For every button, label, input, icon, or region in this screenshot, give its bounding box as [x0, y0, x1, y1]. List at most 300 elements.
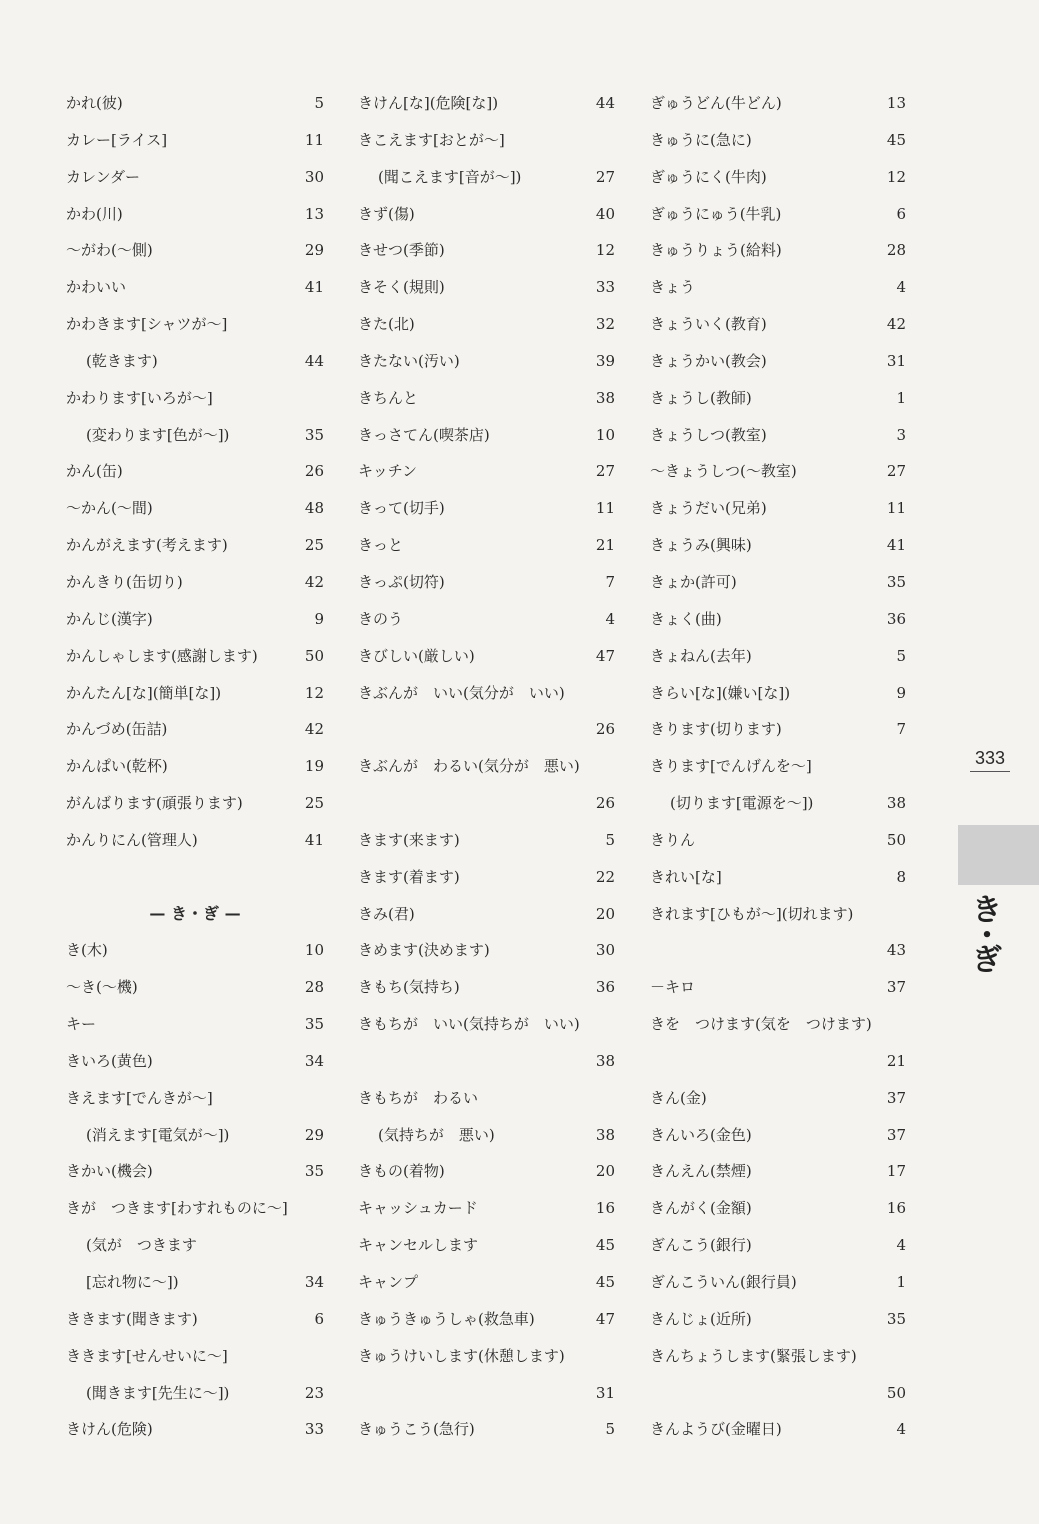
- entry-term: カレンダー: [66, 167, 141, 186]
- entry-term: (気が つきます: [86, 1236, 197, 1255]
- entry-lesson-number: 23: [304, 1383, 324, 1402]
- entry-lesson-number: 30: [595, 941, 615, 960]
- entry-term: きんじょ(近所): [650, 1309, 752, 1328]
- entry-term: [忘れ物に～]): [86, 1273, 179, 1291]
- entry-term: ぎゅうにく(牛肉): [650, 167, 767, 186]
- index-entry: [650, 527, 906, 564]
- entry-lesson-number: 35: [304, 1162, 324, 1181]
- index-entry: [650, 122, 906, 159]
- entry-lesson-number: 27: [595, 462, 615, 481]
- index-entry: [358, 490, 615, 527]
- entry-term: きゅうけいします(休憩します): [358, 1346, 565, 1365]
- entry-lesson-number: 4: [605, 609, 615, 628]
- index-entry: [66, 417, 324, 454]
- index-entry: [650, 196, 906, 233]
- index-entry: [358, 122, 615, 159]
- entry-lesson-number: 12: [304, 683, 324, 702]
- index-entry: [358, 675, 615, 712]
- entry-term: キー: [66, 1015, 97, 1034]
- index-entry: [66, 159, 324, 196]
- index-entry: [650, 932, 906, 969]
- index-entry: [650, 675, 906, 712]
- index-entry: [358, 159, 615, 196]
- entry-lesson-number: 33: [304, 1420, 324, 1439]
- index-column-2: [358, 85, 615, 1448]
- entry-term: ぎんこういん(銀行員): [650, 1273, 797, 1291]
- entry-term: かんじ(漢字): [66, 609, 153, 628]
- entry-term: かわいい: [66, 278, 127, 297]
- entry-term: きゅうきゅうしゃ(救急車): [358, 1309, 535, 1328]
- index-entry: [66, 932, 324, 969]
- entry-lesson-number: 6: [896, 204, 906, 223]
- index-entry: [66, 1301, 324, 1338]
- entry-term: きょうかい(教会): [650, 351, 767, 370]
- entry-lesson-number: 17: [886, 1162, 906, 1181]
- entry-term: きびしい(厳しい): [358, 646, 475, 665]
- entry-lesson-number: 39: [595, 351, 615, 370]
- entry-lesson-number: 11: [304, 130, 324, 149]
- entry-lesson-number: 28: [304, 978, 324, 997]
- entry-term: きょうし(教師): [650, 388, 752, 407]
- index-entry: [66, 1411, 324, 1448]
- index-entry: [358, 785, 615, 822]
- entry-lesson-number: 20: [595, 1162, 615, 1181]
- entry-term: かん(缶): [66, 462, 123, 481]
- entry-lesson-number: 35: [886, 1309, 906, 1328]
- index-entry: [650, 1006, 906, 1043]
- index-entry: [650, 1153, 906, 1190]
- index-entry: [66, 1338, 324, 1375]
- entry-lesson-number: 33: [595, 278, 615, 297]
- entry-term: きそく(規則): [358, 278, 445, 297]
- entry-term: かわ(川): [66, 204, 123, 223]
- entry-lesson-number: 25: [304, 536, 324, 555]
- entry-term: きんえん(禁煙): [650, 1162, 752, 1181]
- index-entry: [650, 490, 906, 527]
- index-entry: [358, 232, 615, 269]
- section-header: [66, 896, 324, 933]
- index-entry: [66, 601, 324, 638]
- entry-term: きが つきます[わすれものに～]: [66, 1199, 288, 1218]
- entry-lesson-number: 35: [304, 425, 324, 444]
- entry-term: きょうみ(興味): [650, 536, 752, 555]
- entry-lesson-number: 37: [886, 1125, 906, 1144]
- entry-term: きょうしつ(教室): [650, 425, 767, 444]
- entry-lesson-number: 50: [886, 830, 906, 849]
- entry-term: きけん[な](危険[な]): [358, 94, 499, 112]
- entry-lesson-number: 31: [886, 351, 906, 370]
- index-entry: [650, 638, 906, 675]
- entry-term: (切ります[電源を～]): [670, 794, 814, 813]
- index-entry: [358, 196, 615, 233]
- entry-term: かんりにん(管理人): [66, 830, 198, 849]
- entry-term: ～きょうしつ(～教室): [650, 462, 797, 481]
- entry-term: ぎゅうにゅう(牛乳): [650, 204, 782, 223]
- entry-term: がんばります(頑張ります): [66, 794, 243, 813]
- entry-term: きぶんが いい(気分が いい): [358, 683, 565, 702]
- index-entry: [66, 1227, 324, 1264]
- entry-term: (消えます[電気が～]): [86, 1125, 230, 1144]
- entry-term: きらい[な](嫌い[な]): [650, 683, 791, 702]
- entry-term: (気持ちが 悪い): [378, 1125, 495, 1144]
- entry-lesson-number: 40: [595, 204, 615, 223]
- index-entry: [66, 638, 324, 675]
- entry-lesson-number: 47: [595, 1309, 615, 1328]
- entry-lesson-number: 19: [304, 757, 324, 776]
- index-entry: [358, 1411, 615, 1448]
- index-entry: [358, 343, 615, 380]
- entry-lesson-number: 22: [595, 867, 615, 886]
- index-entry: [650, 232, 906, 269]
- entry-lesson-number: 12: [595, 241, 615, 260]
- entry-term: きっと: [358, 536, 404, 555]
- entry-term: きます(来ます): [358, 830, 460, 849]
- index-entry: [650, 859, 906, 896]
- entry-lesson-number: 26: [595, 720, 615, 739]
- index-entry: [358, 417, 615, 454]
- entry-lesson-number: 10: [304, 941, 324, 960]
- entry-lesson-number: 3: [896, 425, 906, 444]
- entry-lesson-number: 26: [304, 462, 324, 481]
- entry-term: きもの(着物): [358, 1162, 445, 1181]
- entry-lesson-number: 37: [886, 1088, 906, 1107]
- index-entry: [66, 1117, 324, 1154]
- entry-term: きもち(気持ち): [358, 978, 460, 997]
- index-entry: [650, 822, 906, 859]
- entry-lesson-number: 37: [886, 978, 906, 997]
- entry-lesson-number: 48: [304, 499, 324, 518]
- index-entry: [358, 306, 615, 343]
- index-entry: [650, 343, 906, 380]
- entry-term: きます(着ます): [358, 867, 460, 886]
- entry-term: きょうだい(兄弟): [650, 499, 767, 518]
- entry-term: ぎゅうどん(牛どん): [650, 94, 782, 112]
- entry-lesson-number: 6: [314, 1309, 324, 1328]
- index-entry: [650, 453, 906, 490]
- entry-term: ～き(～機): [66, 978, 138, 997]
- index-entry: [358, 1227, 615, 1264]
- index-entry: [650, 564, 906, 601]
- entry-term: きた(北): [358, 315, 415, 334]
- entry-term: ぎんこう(銀行): [650, 1236, 752, 1255]
- entry-lesson-number: 43: [886, 941, 906, 960]
- entry-term: きんがく(金額): [650, 1199, 752, 1218]
- entry-term: きっさてん(喫茶店): [358, 425, 490, 444]
- entry-lesson-number: 27: [595, 167, 615, 186]
- index-entry: [66, 1080, 324, 1117]
- section-tab-char1: き: [972, 893, 1002, 928]
- entry-lesson-number: 44: [595, 94, 615, 112]
- index-entry: [358, 1153, 615, 1190]
- index-entry: [650, 269, 906, 306]
- index-entry: [66, 748, 324, 785]
- index-entry: [650, 306, 906, 343]
- entry-term: (聞きます[先生に～]): [86, 1383, 230, 1402]
- index-entry: [358, 601, 615, 638]
- index-entry: [358, 380, 615, 417]
- index-entry: [650, 601, 906, 638]
- index-entry: [358, 896, 615, 933]
- index-entry: [66, 232, 324, 269]
- index-entry: [650, 417, 906, 454]
- entry-term: きょか(許可): [650, 572, 737, 591]
- index-entry: [358, 1375, 615, 1412]
- entry-lesson-number: 21: [886, 1051, 906, 1070]
- index-entry: [66, 196, 324, 233]
- entry-term: ～がわ(～側): [66, 241, 153, 260]
- entry-term: きちんと: [358, 388, 419, 407]
- entry-lesson-number: 16: [886, 1199, 906, 1218]
- entry-term: (変わります[色が～]): [86, 425, 230, 444]
- entry-lesson-number: 35: [304, 1015, 324, 1034]
- index-entry: [66, 1153, 324, 1190]
- entry-term: きを つけます(気を つけます): [650, 1015, 872, 1034]
- entry-lesson-number: 45: [595, 1236, 615, 1255]
- entry-term: きょういく(教育): [650, 315, 767, 334]
- entry-term: きりん: [650, 830, 696, 849]
- index-entry: [358, 859, 615, 896]
- entry-term: きこえます[おとが～]: [358, 130, 505, 149]
- entry-lesson-number: 41: [304, 830, 324, 849]
- entry-term: かんたん[な](簡単[な]): [66, 683, 222, 702]
- entry-term: きみ(君): [358, 904, 415, 923]
- entry-term: ききます[せんせいに～]: [66, 1346, 228, 1365]
- entry-term: きょく(曲): [650, 609, 722, 628]
- entry-term: かわります[いろが～]: [66, 388, 213, 407]
- entry-term: きけん(危険): [66, 1420, 153, 1439]
- entry-term: きれい[な]: [650, 867, 722, 886]
- entry-term: ～かん(～間): [66, 499, 153, 518]
- entry-lesson-number: 41: [886, 536, 906, 555]
- index-entry: [358, 453, 615, 490]
- index-entry: [66, 711, 324, 748]
- entry-lesson-number: 9: [314, 609, 324, 628]
- entry-lesson-number: 9: [896, 683, 906, 702]
- entry-term: キャッシュカード: [358, 1199, 478, 1218]
- entry-term: キャンプ: [358, 1273, 419, 1291]
- index-entry: [650, 896, 906, 933]
- index-entry: [650, 1411, 906, 1448]
- entry-term: きって(切手): [358, 499, 445, 518]
- entry-lesson-number: 7: [896, 720, 906, 739]
- entry-lesson-number: 29: [304, 241, 324, 260]
- entry-term: きのう: [358, 609, 404, 628]
- entry-lesson-number: 26: [595, 794, 615, 813]
- entry-term: かんきり(缶切り): [66, 572, 183, 591]
- entry-term: かんしゃします(感謝します): [66, 646, 258, 665]
- entry-term: キャンセルします: [358, 1236, 479, 1255]
- entry-lesson-number: 1: [896, 388, 906, 407]
- entry-lesson-number: 42: [886, 315, 906, 334]
- index-entry: [66, 1006, 324, 1043]
- entry-term: かわきます[シャツが～]: [66, 315, 228, 334]
- index-entry: [650, 380, 906, 417]
- index-entry: [66, 1043, 324, 1080]
- entry-term: カレー[ライス]: [66, 130, 168, 149]
- entry-term: かんづめ(缶詰): [66, 720, 168, 739]
- entry-lesson-number: 11: [886, 499, 906, 518]
- index-entry: [66, 490, 324, 527]
- entry-term: かんがえます(考えます): [66, 536, 228, 555]
- entry-lesson-number: 5: [314, 94, 324, 112]
- entry-term: きめます(決めます): [358, 941, 490, 960]
- entry-term: ききます(聞きます): [66, 1309, 198, 1328]
- entry-lesson-number: 8: [896, 867, 906, 886]
- entry-lesson-number: 10: [595, 425, 615, 444]
- entry-lesson-number: 38: [886, 794, 906, 813]
- index-entry: [650, 748, 906, 785]
- index-entry: [66, 564, 324, 601]
- entry-term: きたない(汚い): [358, 351, 460, 370]
- entry-term: きもちが わるい: [358, 1088, 479, 1107]
- entry-lesson-number: 4: [896, 1236, 906, 1255]
- entry-term: きもちが いい(気持ちが いい): [358, 1015, 580, 1034]
- entry-term: きず(傷): [358, 204, 415, 223]
- entry-lesson-number: 38: [595, 1051, 615, 1070]
- index-entry: [66, 453, 324, 490]
- entry-lesson-number: 16: [595, 1199, 615, 1218]
- index-entry: [66, 527, 324, 564]
- index-entry: [650, 1338, 906, 1375]
- entry-lesson-number: 35: [886, 572, 906, 591]
- entry-term: きゅうこう(急行): [358, 1420, 475, 1439]
- entry-lesson-number: 36: [595, 978, 615, 997]
- section-tab-marker: [958, 825, 1039, 885]
- index-entry: [650, 1117, 906, 1154]
- entry-lesson-number: 45: [886, 130, 906, 149]
- index-column-1: [66, 85, 324, 1448]
- index-entry: [650, 1043, 906, 1080]
- entry-term: (乾きます): [86, 351, 158, 370]
- index-entry: [358, 564, 615, 601]
- entry-term: きります(切ります): [650, 720, 782, 739]
- index-entry: [358, 269, 615, 306]
- entry-term: きゅうに(急に): [650, 130, 752, 149]
- entry-lesson-number: 25: [304, 794, 324, 813]
- index-entry: [650, 159, 906, 196]
- index-entry: [358, 1043, 615, 1080]
- index-entry: [358, 638, 615, 675]
- index-column-3: [650, 85, 906, 1448]
- section-header-label: — き・ぎ —: [149, 903, 241, 923]
- entry-term: きります[でんげんを～]: [650, 757, 812, 776]
- entry-lesson-number: 44: [304, 351, 324, 370]
- entry-term: きんようび(金曜日): [650, 1420, 782, 1439]
- entry-lesson-number: 4: [896, 1420, 906, 1439]
- index-entry: [650, 1190, 906, 1227]
- section-tab-label: [972, 893, 1002, 979]
- index-entry: [650, 785, 906, 822]
- entry-term: きぶんが わるい(気分が 悪い): [358, 757, 580, 776]
- index-entry: [358, 748, 615, 785]
- index-entry: [66, 1190, 324, 1227]
- index-entry: [358, 1006, 615, 1043]
- entry-lesson-number: 1: [896, 1273, 906, 1291]
- index-entry: [358, 822, 615, 859]
- entry-lesson-number: 5: [605, 1420, 615, 1439]
- index-entry: [358, 711, 615, 748]
- entry-lesson-number: 12: [886, 167, 906, 186]
- entry-lesson-number: 11: [595, 499, 615, 518]
- entry-term: きえます[でんきが～]: [66, 1088, 213, 1107]
- entry-term: きょねん(去年): [650, 646, 752, 665]
- index-entry: [650, 1080, 906, 1117]
- entry-term: きかい(機会): [66, 1162, 153, 1181]
- index-entry: [650, 969, 906, 1006]
- index-entry: [66, 343, 324, 380]
- entry-term: (聞こえます[音が～]): [378, 167, 522, 186]
- index-entry: [650, 1301, 906, 1338]
- index-entry: [650, 1264, 906, 1301]
- entry-lesson-number: 34: [304, 1051, 324, 1070]
- entry-lesson-number: 38: [595, 388, 615, 407]
- entry-term: きん(金): [650, 1088, 707, 1107]
- entry-term: き(木): [66, 941, 108, 960]
- entry-term: かれ(彼): [66, 94, 123, 112]
- entry-term: きせつ(季節): [358, 241, 445, 260]
- entry-lesson-number: 7: [605, 572, 615, 591]
- entry-lesson-number: 32: [595, 315, 615, 334]
- entry-lesson-number: 36: [886, 609, 906, 628]
- entry-lesson-number: 47: [595, 646, 615, 665]
- section-tab-char2: ぎ: [972, 943, 1002, 978]
- entry-lesson-number: 34: [304, 1273, 324, 1291]
- index-entry: [66, 969, 324, 1006]
- entry-lesson-number: 5: [605, 830, 615, 849]
- entry-lesson-number: 28: [886, 241, 906, 260]
- entry-lesson-number: 13: [304, 204, 324, 223]
- index-entry: [358, 527, 615, 564]
- entry-lesson-number: 4: [896, 278, 906, 297]
- entry-lesson-number: 31: [595, 1383, 615, 1402]
- index-entry: [650, 85, 906, 122]
- index-entry: [66, 380, 324, 417]
- entry-lesson-number: 21: [595, 536, 615, 555]
- index-entry: [66, 859, 324, 896]
- entry-lesson-number: 38: [595, 1125, 615, 1144]
- index-entry: [358, 1264, 615, 1301]
- entry-term: きゅうりょう(給料): [650, 241, 782, 260]
- index-entry: [66, 785, 324, 822]
- entry-lesson-number: 20: [595, 904, 615, 923]
- entry-term: きんいろ(金色): [650, 1125, 752, 1144]
- entry-lesson-number: 5: [896, 646, 906, 665]
- page-number: 333: [970, 748, 1010, 772]
- entry-lesson-number: 41: [304, 278, 324, 297]
- entry-lesson-number: 42: [304, 720, 324, 739]
- entry-lesson-number: 30: [304, 167, 324, 186]
- entry-term: きれます[ひもが～](切れます): [650, 904, 854, 923]
- entry-lesson-number: 50: [886, 1383, 906, 1402]
- index-entry: [358, 1080, 615, 1117]
- entry-term: かんぱい(乾杯): [66, 757, 168, 776]
- entry-lesson-number: 45: [595, 1273, 615, 1291]
- index-entry: [358, 1301, 615, 1338]
- index-entry: [358, 969, 615, 1006]
- index-entry: [650, 711, 906, 748]
- entry-term: きいろ(黄色): [66, 1051, 153, 1070]
- entry-lesson-number: 13: [886, 94, 906, 112]
- index-entry: [66, 1375, 324, 1412]
- entry-term: きょう: [650, 278, 696, 297]
- index-entry: [358, 85, 615, 122]
- index-entry: [358, 1190, 615, 1227]
- entry-lesson-number: 27: [886, 462, 906, 481]
- entry-term: きっぷ(切符): [358, 572, 445, 591]
- entry-lesson-number: 50: [304, 646, 324, 665]
- section-tab-dot: •: [981, 925, 993, 946]
- index-entry: [358, 1117, 615, 1154]
